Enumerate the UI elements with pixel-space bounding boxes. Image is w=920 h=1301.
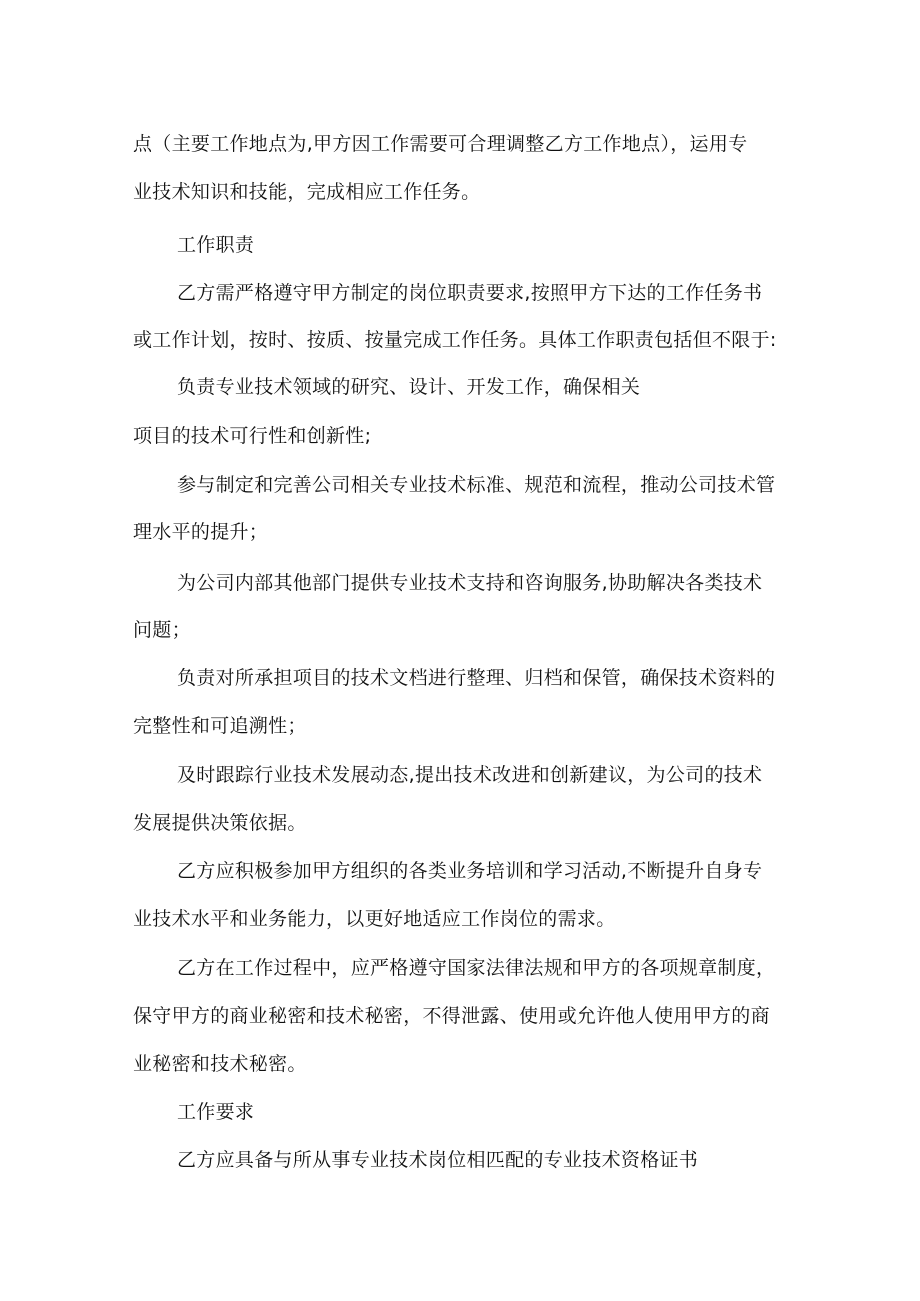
- list-item-line: 理水平的提升；: [133, 521, 269, 543]
- section-heading-requirements: 工作要求: [177, 1101, 255, 1123]
- list-item-line: 及时跟踪行业技术发展动态,提出技术改进和创新建议，为公司的技术: [177, 764, 763, 786]
- list-item-line: 问题；: [133, 619, 191, 641]
- list-item-line: 负责专业技术领域的研究、设计、开发工作，确保相关: [177, 376, 641, 398]
- list-item-line: 完整性和可追溯性；: [133, 715, 307, 737]
- paragraph-line: 乙方应具备与所从事专业技术岗位相匹配的专业技术资格证书: [177, 1149, 699, 1171]
- paragraph-line: 业秘密和技术秘密。: [133, 1053, 307, 1075]
- list-item-line: 负责对所承担项目的技术文档进行整理、归档和保管，确保技术资料的: [177, 667, 776, 689]
- list-item-line: 发展提供决策依据。: [133, 812, 307, 834]
- paragraph-line: 业技术知识和技能，完成相应工作任务。: [133, 181, 481, 203]
- list-item-line: 参与制定和完善公司相关专业技术标准、规范和流程，推动公司技术管: [177, 474, 776, 496]
- paragraph-line: 乙方在工作过程中，应严格遵守国家法律法规和甲方的各项规章制度，: [177, 957, 776, 979]
- paragraph-line: 保守甲方的商业秘密和技术秘密，不得泄露、使用或允许他人使用甲方的商: [133, 1005, 770, 1027]
- list-item-line: 为公司内部其他部门提供专业技术支持和咨询服务,协助解决各类技术: [177, 572, 763, 594]
- list-item-line: 项目的技术可行性和创新性;: [133, 425, 372, 447]
- paragraph-line: 或工作计划，按时、按质、按量完成工作任务。具体工作职责包括但不限于:: [133, 329, 777, 351]
- section-heading-duties: 工作职责: [177, 234, 255, 256]
- paragraph-line: 乙方需严格遵守甲方制定的岗位职责要求,按照甲方下达的工作任务书: [177, 282, 763, 304]
- paragraph-line: 点（主要工作地点为,甲方因工作需要可合理调整乙方工作地点），运用专: [133, 133, 748, 155]
- paragraph-line: 业技术水平和业务能力，以更好地适应工作岗位的需求。: [133, 908, 616, 930]
- paragraph-line: 乙方应积极参加甲方组织的各类业务培训和学习活动,不断提升自身专: [177, 860, 763, 882]
